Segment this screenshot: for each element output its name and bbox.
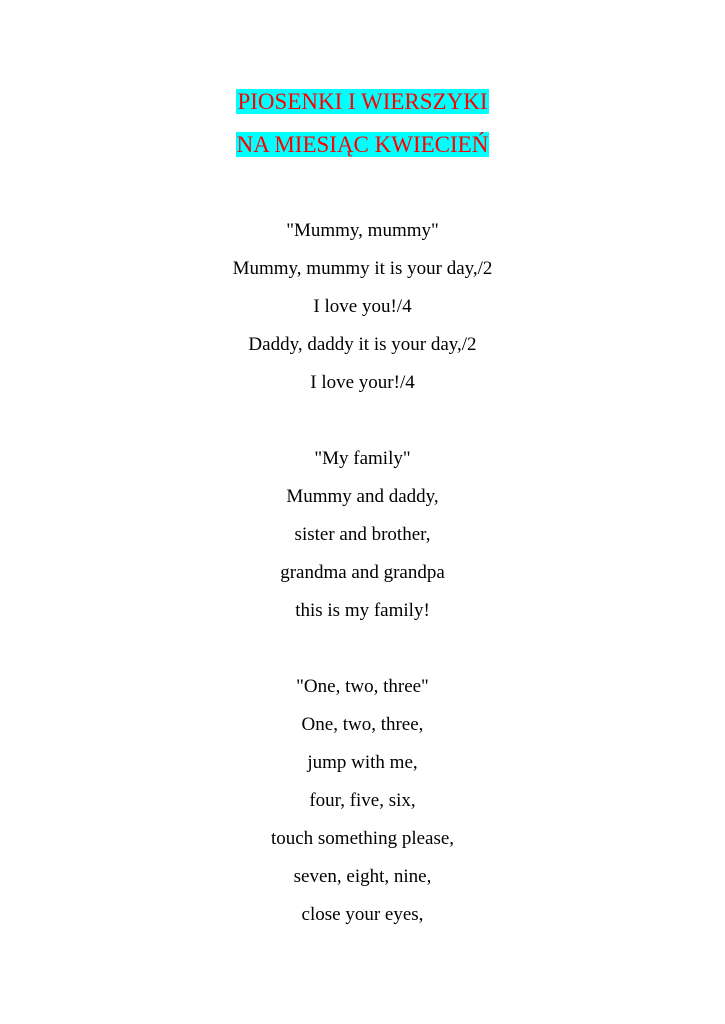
poem-2-line-1: Mummy and daddy, [286,486,439,507]
poem-1-line-1: Mummy, mummy it is your day,/2 [232,258,493,279]
poem-3-line-6: close your eyes, [301,904,424,925]
title-highlight-1: PIOSENKI I WIERSZYKI [237,89,488,114]
poem-3-line-2: jump with me, [307,752,418,773]
poem-3-line-4: touch something please, [270,828,455,849]
poem-1-line-2: I love you!/4 [313,296,412,317]
poem-2-line-3: grandma and grandpa [280,562,445,583]
document-title-line-2 [0,131,725,159]
poem-2-title: "My family" [314,448,411,469]
poem-1-line-4: I love your!/4 [310,372,415,393]
poem-2-line-2: sister and brother, [294,524,431,545]
poem-3-title: "One, two, three" [296,676,429,697]
poem-3-line-5: seven, eight, nine, [293,866,432,887]
poem-3-line-3: four, five, six, [309,790,416,811]
poem-2-line-4: this is my family! [295,600,430,621]
document-title-line-1 [0,88,725,116]
poem-3-line-1: One, two, three, [301,714,424,735]
poem-1-title: "Mummy, mummy" [286,220,439,241]
poem-1-line-3: Daddy, daddy it is your day,/2 [248,334,477,355]
title-highlight-2: NA MIESIĄC KWIECIEŃ [236,132,489,157]
